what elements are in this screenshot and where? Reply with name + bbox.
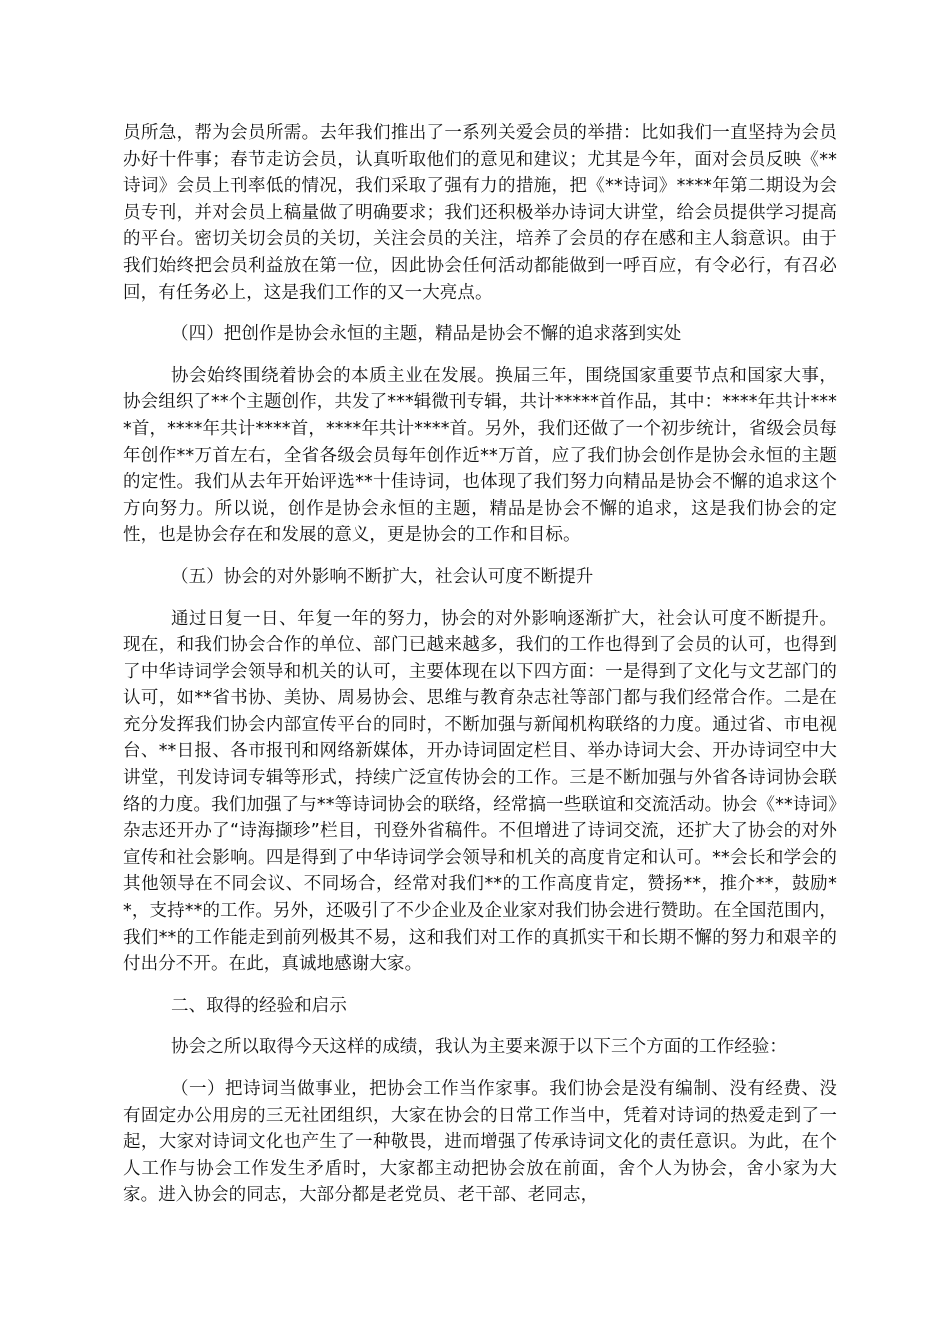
body-paragraph-influence: 通过日复一日、年复一年的努力，协会的对外影响逐渐扩大，社会认可度不断提升。现在，和我们协会合作的单位、部门已越来越多，我们的工作也得到了会员的认可，也得到了中华诗词学会领导和机关的认可，主要体现在以下四方面：一是得到了文化与文艺部门的认可，如**省书协、美协、周易协会、思维与教育杂志社等部门都与我们经常合作。二是在充分发挥我们协会内部宣传平台的同时，不断加强与新闻机构联络的力度。通过省、市电视台、**日报、各市报刊和网络新媒体，开办诗词固定栏目、举办诗词大会、开办诗词空中大讲堂，刊发诗词专辑等形式，持续广泛宣传协会的工作。三是不断加强与外省各诗词协会联络的力度。我们加强了与**等诗词协会的联络，经常搞一些联谊和交流活动。协会《**诗词》杂志还开办了“诗海撷珍”栏目，刊登外省稿件。不但增进了诗词交流，还扩大了协会的对外宣传和社会影响。四是得到了中华诗词学会领导和机关的高度肯定和认可。**会长和学会的其他领导在不同会议、不同场合，经常对我们**的工作高度肯定，赞扬**，推介**，鼓励**，支持**的工作。另外，还吸引了不少企业及企业家对我们协会进行赞助。在全国范围内，我们**的工作能走到前列极其不易，这和我们对工作的真抓实干和长期不懈的努力和艰辛的付出分不开。在此，真诚地感谢大家。 [123,608,837,975]
body-paragraph-continued: 员所急，帮为会员所需。去年我们推出了一系列关爱会员的举措：比如我们一直坚持为会员办好十件事；春节走访会员，认真听取他们的意见和建议；尤其是今年，面对会员反映《**诗词》会员上刊率低的情况，我们采取了强有力的措施，把《**诗词》****年第二期设为会员专刊，并对会员上稿量做了明确要求；我们还积极举办诗词大讲堂，给会员提供学习提高的平台。密切关切会员的关切，关注会员的关注，培养了会员的存在感和主人翁意识。由于我们始终把会员利益放在第一位，因此协会任何活动都能做到一呼百应，有令必行，有召必回，有任务必上，这是我们工作的又一大亮点。 [123,123,837,303]
body-paragraph-creation: 协会始终围绕着协会的本质主业在发展。换届三年，围绕国家重要节点和国家大事，协会组织了**个主题创作，共发了***辑微刊专辑，共计*****首作品，其中：****年共计****首，****年共计****首，****年共计****首。另外，我们还做了一个初步统计，省级会员每年创作**万首左右，全省各级会员每年创作近**万首，应了我们协会创作是协会永恒的主题的定性。我们从去年开始评选**十佳诗词，也体现了我们努力向精品是协会不懈的追求这个方向努力。所以说，创作是协会永恒的主题，精品是协会不懈的追求，这是我们协会的定性，也是协会存在和发展的意义，更是协会的工作和目标。 [123,365,837,546]
body-paragraph-experience-1: （一）把诗词当做事业，把协会工作当作家事。我们协会是没有编制、没有经费、没有固定办公用房的三无社团组织，大家在协会的日常工作当中，凭着对诗词的热爱走到了一起，大家对诗词文化也产生了一种敬畏，进而增强了传承诗词文化的责任意识。为此，在个人工作与协会工作发生矛盾时，大家都主动把协会放在前面，舍个人为协会，舍小家为大家。进入协会的同志，大部分都是老党员、老干部、老同志， [123,1079,837,1206]
section-heading-5: （五）协会的对外影响不断扩大，社会认可度不断提升 [171,566,594,587]
section-heading-4: （四）把创作是协会永恒的主题，精品是协会不懈的追求落到实处 [171,324,682,345]
body-paragraph-intro: 协会之所以取得今天这样的成绩，我认为主要来源于以下三个方面的工作经验： [171,1037,787,1058]
chapter-heading-experience: 二、取得的经验和启示 [171,995,347,1016]
document-page [123,120,837,1224]
